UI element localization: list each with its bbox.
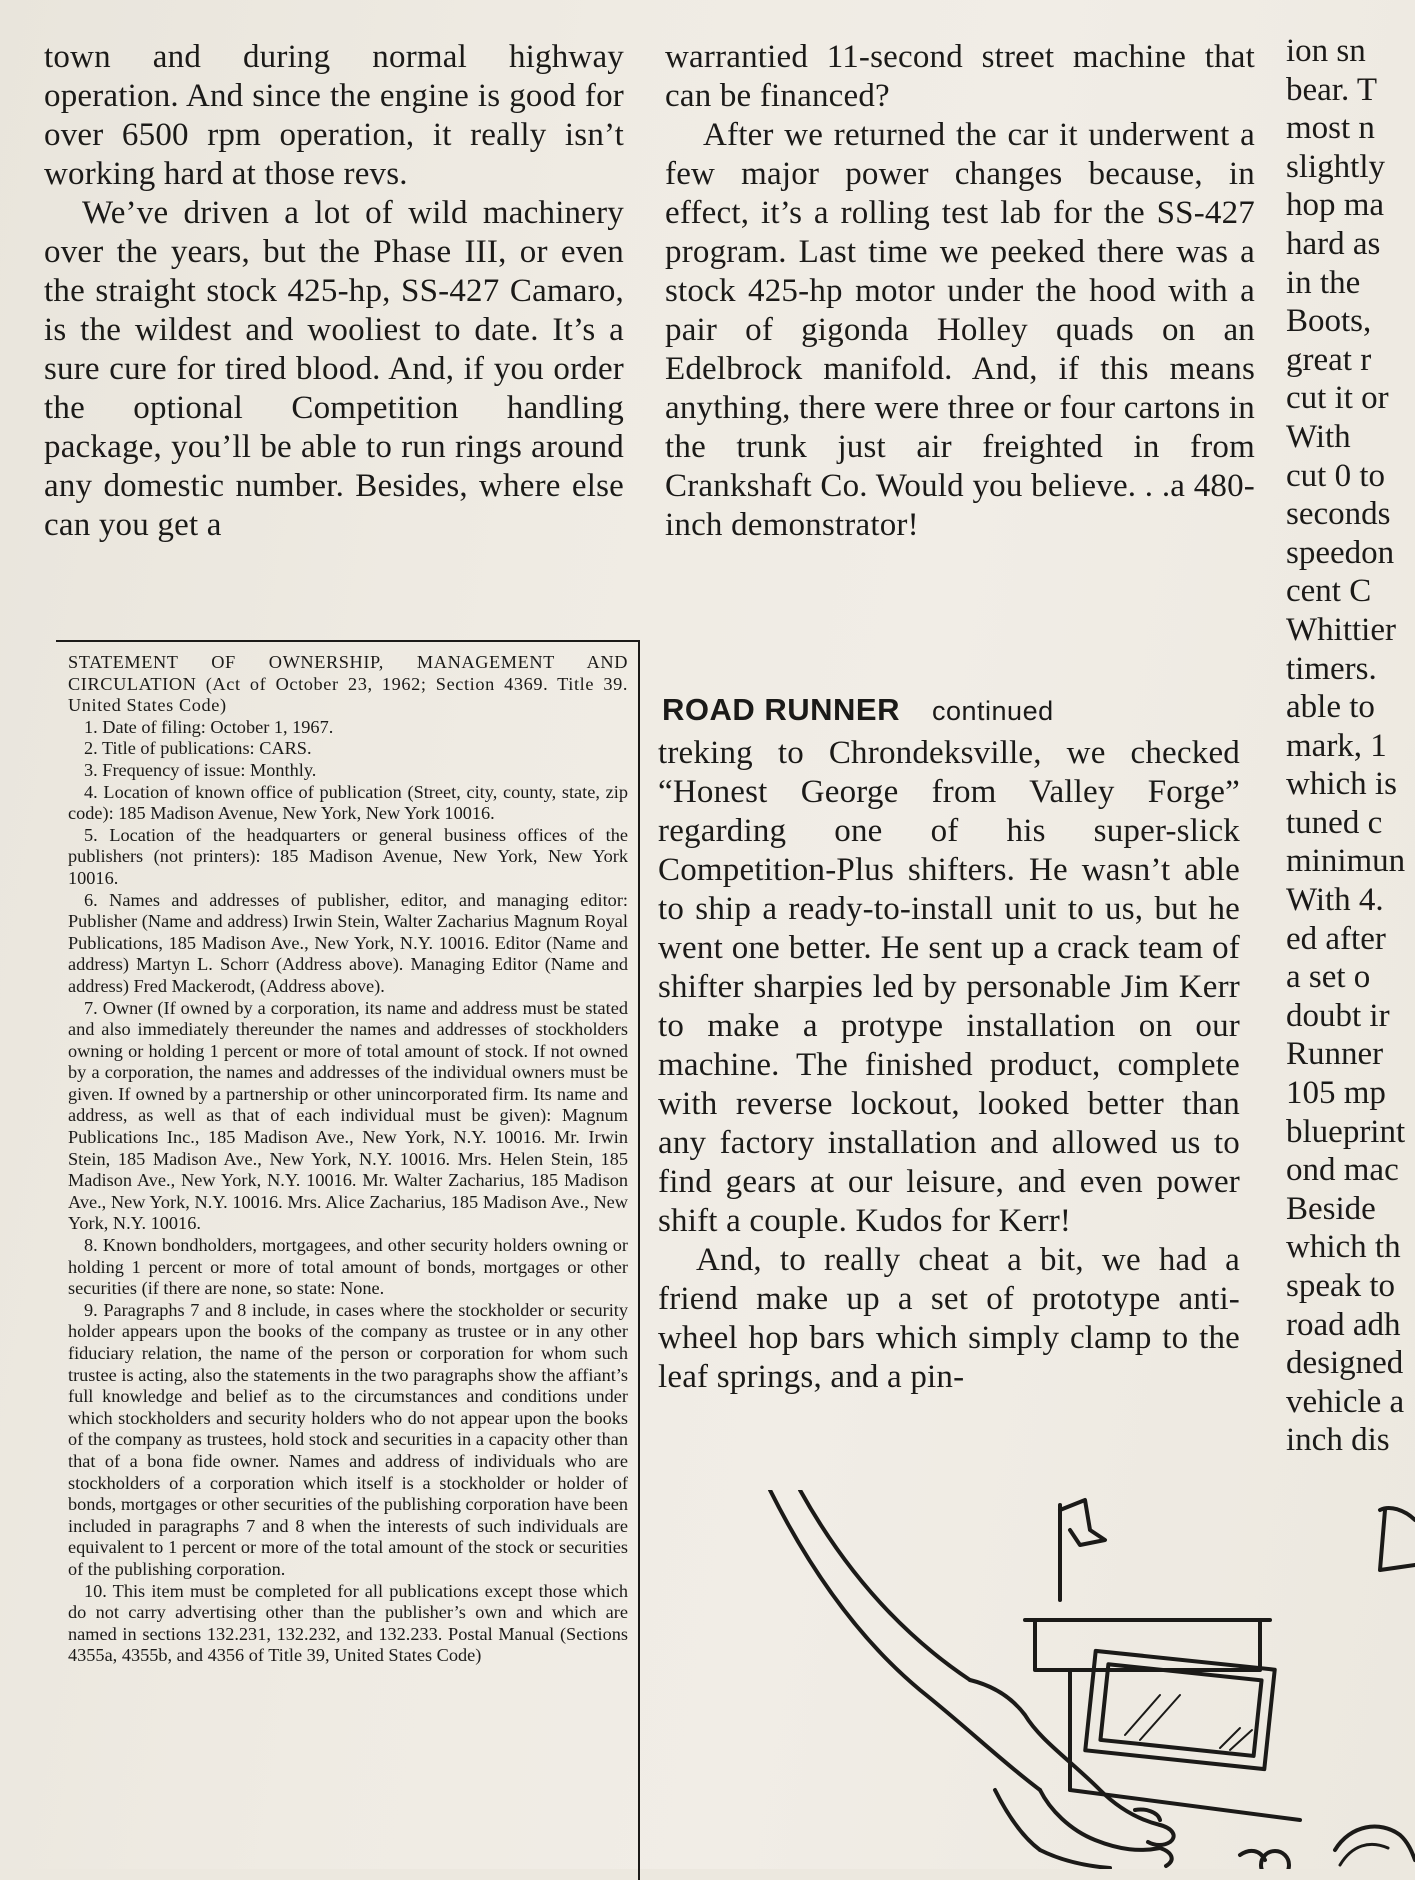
- column-3-line: tuned c: [1286, 804, 1383, 841]
- statement-item: 6. Names and addresses of publisher, editor, and managing editor: Publisher (Name and address) Irwin Stein, Walter Zacharius Magnum Royal Publications, 185 Madison Ave., New York, N.Y. 10016. Editor (Name and address) Martyn L. Schorr (Address above). Managing Editor (Name and address) Fred Mackerodt, (Address above).: [68, 889, 628, 996]
- road-runner-heading: [662, 692, 1262, 732]
- column-3-line: Boots,: [1286, 303, 1372, 340]
- column-3-line: cent C: [1286, 573, 1372, 610]
- column-2-text: [665, 38, 1255, 545]
- column-3-line: in the: [1286, 264, 1361, 301]
- column-3-line: mark, 1: [1286, 727, 1387, 764]
- column-3-line: which is: [1286, 766, 1397, 803]
- column-3-line: timers.: [1286, 650, 1377, 687]
- column-3-line: ion sn: [1286, 33, 1366, 69]
- column-3-line: vehicle a: [1286, 1383, 1405, 1420]
- road-runner-paragraph: And, to really cheat a bit, we had a friend make up a set of prototype anti-wheel hop bars which simply clamp to the leaf springs, and a pin-: [658, 1242, 1240, 1395]
- column-3-line: 105 mp: [1286, 1075, 1386, 1112]
- column-3-line: With 4.: [1286, 882, 1384, 919]
- column-3-line: Whittier: [1286, 611, 1396, 648]
- column-3-line: ed after: [1286, 920, 1386, 957]
- column-2-paragraph: After we returned the car it underwent a few major power changes because, in effect, it’s a rolling test lab for the SS-427 program. Last time we peeked there was a stock 425-hp motor under the hood with a pair of gigonda Holley quads on an Edelbrock manifold. And, if this means anything, there were three or four cartons in the trunk just air freighted in from Crankshaft Co. Would you believe. . .a 480-inch demonstrator!: [665, 117, 1255, 543]
- column-2-paragraph: warrantied 11-second street machine that can be financed?: [665, 39, 1255, 114]
- column-3-line: which th: [1286, 1229, 1401, 1266]
- statement-item: 2. Title of publications: CARS.: [84, 738, 312, 759]
- column-3-line: cut 0 to: [1286, 457, 1385, 494]
- column-3-line: doubt ir: [1286, 997, 1390, 1034]
- road-runner-text: [658, 734, 1240, 1397]
- column-3-line: most n: [1286, 110, 1375, 147]
- column-3-line: speak to: [1286, 1268, 1396, 1304]
- statement-item: 9. Paragraphs 7 and 8 include, in cases where the stockholder or security holder appears upon the books of the company as trustee or in any other fiduciary relation, the name of the person or corporation for whom such trustee is acting, also the statements in the two paragraphs show the affiant’s full knowledge and belief as to the circumstances and conditions under which stockholders and security holders who do not appear upon the books of the company as trustees, hold stock and securities in a capacity other than that of a bona fide owner. Names and address of individuals who are stockholders of a corporation which itself is a stockholder or holder of bonds, mortgages or other securities of the publishing corporation have been included in paragraphs 7 and 8 when the interests of such individuals are equivalent to 1 percent or more of the total amount of the stock or securities of the publishing corporation.: [68, 1299, 628, 1579]
- column-3-line: slightly: [1286, 148, 1386, 185]
- column-1-text: [44, 38, 624, 545]
- column-3-line: a set o: [1286, 959, 1371, 996]
- statement-item: 10. This item must be completed for all publications except those which do not carry advertising other than the publisher’s own and which are named in sections 132.231, 132.232, and 132.233. Postal Manual (Sections 4355a, 4355b, and 4356 of Title 39, United States Code): [68, 1580, 628, 1666]
- road-runner-paragraph: treking to Chrondeksville, we checked “Honest George from Valley Forge” regarding one of his super-slick Competition-Plus shifters. He wasn’t able to ship a ready-to-install unit to us, but he went one better. He sent up a crack team of shifter sharpies led by personable Jim Kerr to make a protype installation on our machine. The finished product, complete with reverse lockout, looked better than any factory installation and allowed us to find gears at our leisure, and even power shift a couple. Kudos for Kerr!: [658, 735, 1240, 1239]
- column-3-line: hard as: [1286, 225, 1381, 262]
- statement-item: 3. Frequency of issue: Monthly.: [84, 759, 317, 780]
- column-3-line: cut it or: [1286, 380, 1389, 417]
- column-1-paragraph: We’ve driven a lot of wild machinery over the years, but the Phase III, or even the straight stock 425-hp, SS-427 Camaro, is the wildest and wooliest to date. It’s a sure cure for tired blood. And, if you order the optional Competition handling package, you’ll be able to run rings around any domestic number. Besides, where else can you get a: [44, 195, 624, 543]
- statement-item: 5. Location of the headquarters or general business offices of the publishers (not printers): 185 Madison Avenue, New York, New York 10016.: [68, 824, 628, 888]
- statement-item: 1. Date of filing: October 1, 1967.: [84, 716, 334, 737]
- statement-item: 4. Location of known office of publication (Street, city, county, state, zip code): 185 Madison Avenue, New York, New York 10016.: [68, 781, 628, 824]
- column-3-line: able to: [1286, 689, 1375, 726]
- column-3-line: speedon: [1286, 534, 1395, 571]
- column-3-line: bear. T: [1286, 71, 1378, 108]
- column-3-line: blueprint: [1286, 1113, 1406, 1150]
- column-1-paragraph: town and during normal highway operation. And since the engine is good for over 6500 rpm operation, it really isn’t working hard at those revs.: [44, 39, 624, 192]
- column-3-line: minimun: [1286, 843, 1406, 880]
- cartoon-illustration: [740, 1490, 1415, 1869]
- statement-heading: STATEMENT OF OWNERSHIP, MANAGEMENT AND CIRCULATION (Act of October 23, 1962; Section 4369. Title 39. United States Code): [68, 652, 628, 716]
- column-3-line: ond mac: [1286, 1152, 1399, 1189]
- statement-item: 8. Known bondholders, mortgagees, and other security holders owning or holding 1 percent or more of total amount of bonds, mortgages or other securities (if there are none, so state: None.: [68, 1235, 628, 1299]
- column-3-line: seconds: [1286, 496, 1391, 533]
- statement-item: 7. Owner (If owned by a corporation, its name and address must be stated and also immediately thereunder the names and addresses of stockholders owning or holding 1 percent or more of total amount of stock. If not owned by a corporation, the names and addresses of the individual owners must be given. If owned by a partnership or other unincorporated firm. Its name and address, as well as that of each individual must be given): Magnum Publications Inc., 185 Madison Ave., New York, N.Y. 10016. Mr. Irwin Stein, 185 Madison Ave., New York, N.Y. 10016. Mrs. Helen Stein, 185 Madison Ave., New York, N.Y. 10016. Mr. Walter Zacharius, 185 Madison Ave., New York, N.Y. 10016. Mrs. Alice Zacharius, 185 Madison Ave., New York, N.Y. 10016.: [68, 997, 628, 1234]
- column-3-line: inch dis: [1286, 1422, 1390, 1459]
- column-3-line: Runner: [1286, 1036, 1384, 1073]
- column-3-line: road adh: [1286, 1306, 1401, 1343]
- road-runner-title: ROAD RUNNER: [662, 692, 900, 727]
- statement-of-ownership-box: [56, 640, 640, 1880]
- column-3-line: Beside: [1286, 1190, 1376, 1227]
- column-3-text-cropped: [1286, 32, 1415, 1472]
- column-3-line: great r: [1286, 341, 1372, 378]
- continued-label: continued: [932, 696, 1054, 726]
- column-3-line: With: [1286, 418, 1351, 455]
- column-3-line: designed: [1286, 1345, 1404, 1382]
- column-3-line: hop ma: [1286, 187, 1385, 224]
